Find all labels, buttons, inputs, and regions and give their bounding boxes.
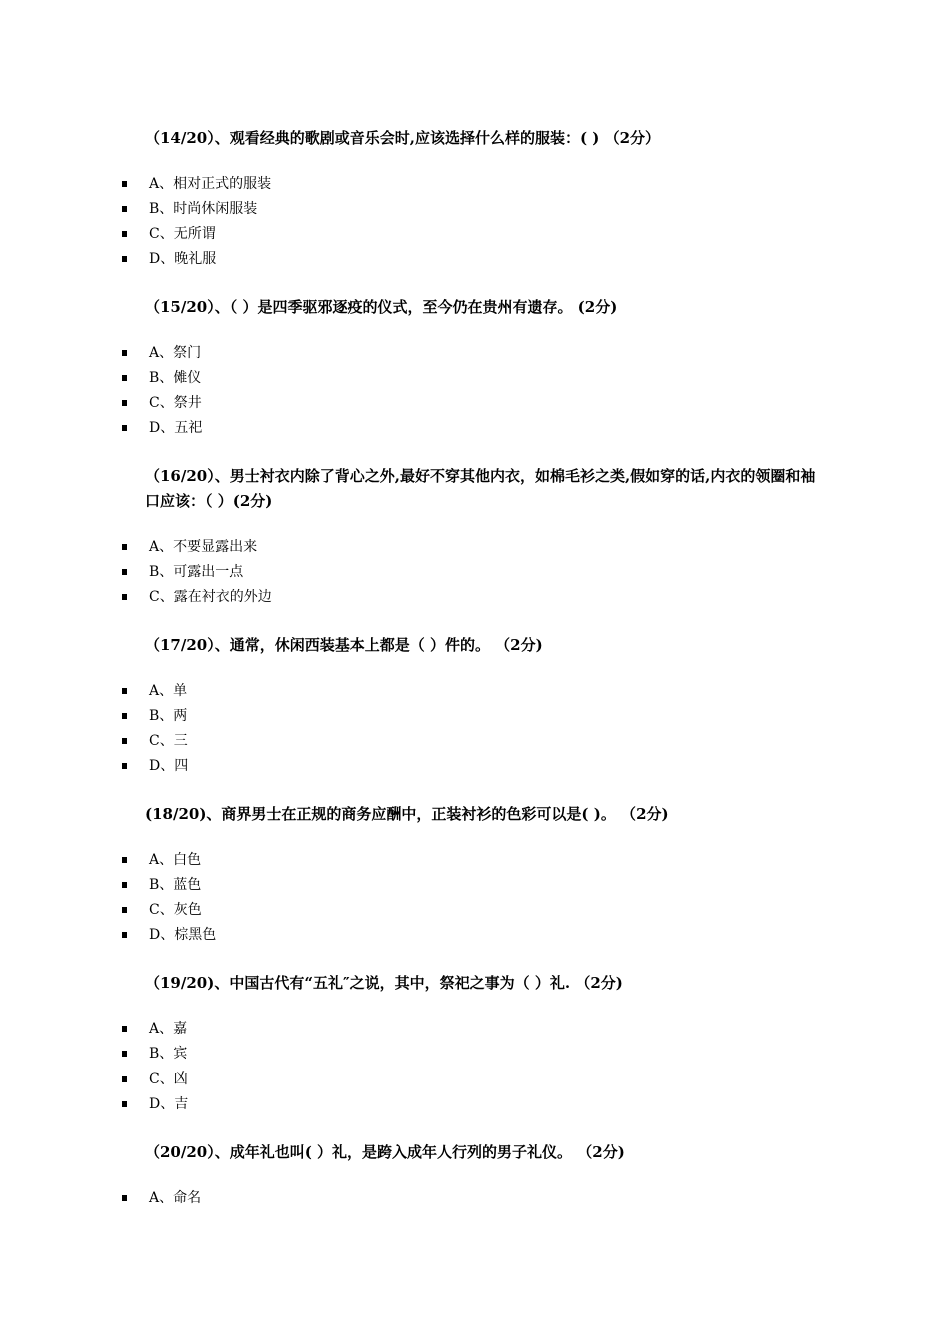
option-item	[0, 898, 216, 923]
option-item	[0, 416, 202, 441]
option-label: C、无所谓	[149, 226, 216, 242]
options-list-15	[0, 341, 202, 441]
option-item	[0, 848, 216, 873]
options-list-16	[0, 535, 272, 610]
option-item	[0, 923, 216, 948]
bullet-icon	[122, 375, 127, 381]
bullet-icon	[122, 1076, 127, 1082]
bullet-icon	[122, 1195, 127, 1201]
option-item	[0, 197, 271, 222]
option-label: A、不要显露出来	[149, 539, 258, 555]
option-label: C、祭井	[149, 395, 202, 411]
option-label: A、单	[149, 683, 188, 699]
question-17: （17/20）、通常，休闲西装基本上都是（ ）件的。 （2分)	[145, 636, 543, 654]
bullet-icon	[122, 907, 127, 913]
option-label: B、宾	[149, 1046, 188, 1062]
options-list-17	[0, 679, 188, 779]
option-item	[0, 1092, 188, 1117]
option-item	[0, 341, 202, 366]
option-item	[0, 679, 188, 704]
option-item	[0, 585, 272, 610]
option-label: B、时尚休闲服装	[149, 201, 258, 217]
option-item	[0, 222, 271, 247]
option-label: D、棕黑色	[149, 927, 217, 943]
bullet-icon	[122, 713, 127, 719]
bullet-icon	[122, 569, 127, 575]
bullet-icon	[122, 256, 127, 262]
bullet-icon	[122, 1051, 127, 1057]
option-label: C、凶	[149, 1071, 188, 1087]
question-16: （16/20）、男士衬衣内除了背心之外,最好不穿其他内衣，如棉毛衫之类,假如穿的话,内衣的领圈和袖口应该：（ ）(2分)	[145, 467, 816, 510]
bullet-icon	[122, 231, 127, 237]
option-item	[0, 729, 188, 754]
option-item	[0, 366, 202, 391]
option-label: D、吉	[149, 1096, 189, 1112]
option-label: A、相对正式的服装	[149, 176, 272, 192]
option-item	[0, 754, 188, 779]
option-item	[0, 704, 188, 729]
question-19: （19/20)、中国古代有“五礼″之说，其中，祭祀之事为（ ）礼. （2分)	[145, 974, 623, 992]
options-list-14	[0, 172, 271, 272]
bullet-icon	[122, 763, 127, 769]
option-item	[0, 1017, 188, 1042]
option-label: D、四	[149, 758, 189, 774]
option-label: A、白色	[149, 852, 202, 868]
bullet-icon	[122, 400, 127, 406]
option-item	[0, 1186, 201, 1211]
option-item	[0, 535, 272, 560]
bullet-icon	[122, 688, 127, 694]
option-item	[0, 1067, 188, 1092]
option-label: A、祭门	[149, 345, 202, 361]
bullet-icon	[122, 882, 127, 888]
question-18: (18/20)、商界男士在正规的商务应酬中，正装衬衫的色彩可以是( )。 （2分)	[145, 805, 669, 823]
option-label: B、傩仪	[149, 370, 202, 386]
bullet-icon	[122, 181, 127, 187]
bullet-icon	[122, 1101, 127, 1107]
options-list-18	[0, 848, 216, 948]
option-item	[0, 1042, 188, 1067]
option-label: D、五祀	[149, 420, 203, 436]
options-list-20	[0, 1186, 201, 1211]
option-label: A、命名	[149, 1190, 202, 1206]
question-15: （15/20）、（ ）是四季驱邪逐疫的仪式，至今仍在贵州有遗存。 (2分)	[145, 298, 618, 316]
option-label: C、三	[149, 733, 188, 749]
option-label: B、两	[149, 708, 188, 724]
bullet-icon	[122, 350, 127, 356]
option-item	[0, 873, 216, 898]
bullet-icon	[122, 857, 127, 863]
bullet-icon	[122, 425, 127, 431]
bullet-icon	[122, 932, 127, 938]
option-label: B、蓝色	[149, 877, 202, 893]
bullet-icon	[122, 594, 127, 600]
option-label: B、可露出一点	[149, 564, 244, 580]
options-list-19	[0, 1017, 188, 1117]
bullet-icon	[122, 544, 127, 550]
question-14: （14/20）、观看经典的歌剧或音乐会时,应该选择什么样的服装：( ) （2分）	[145, 129, 661, 147]
bullet-icon	[122, 1026, 127, 1032]
question-20: （20/20）、成年礼也叫( ）礼，是跨入成年人行列的男子礼仪。 （2分)	[145, 1143, 625, 1161]
option-label: C、露在衬衣的外边	[149, 589, 272, 605]
bullet-icon	[122, 738, 127, 744]
option-item	[0, 560, 272, 585]
bullet-icon	[122, 206, 127, 212]
option-label: A、嘉	[149, 1021, 188, 1037]
option-item	[0, 172, 271, 197]
option-label: D、晚礼服	[149, 251, 217, 267]
option-item	[0, 391, 202, 416]
option-item	[0, 247, 271, 272]
option-label: C、灰色	[149, 902, 202, 918]
